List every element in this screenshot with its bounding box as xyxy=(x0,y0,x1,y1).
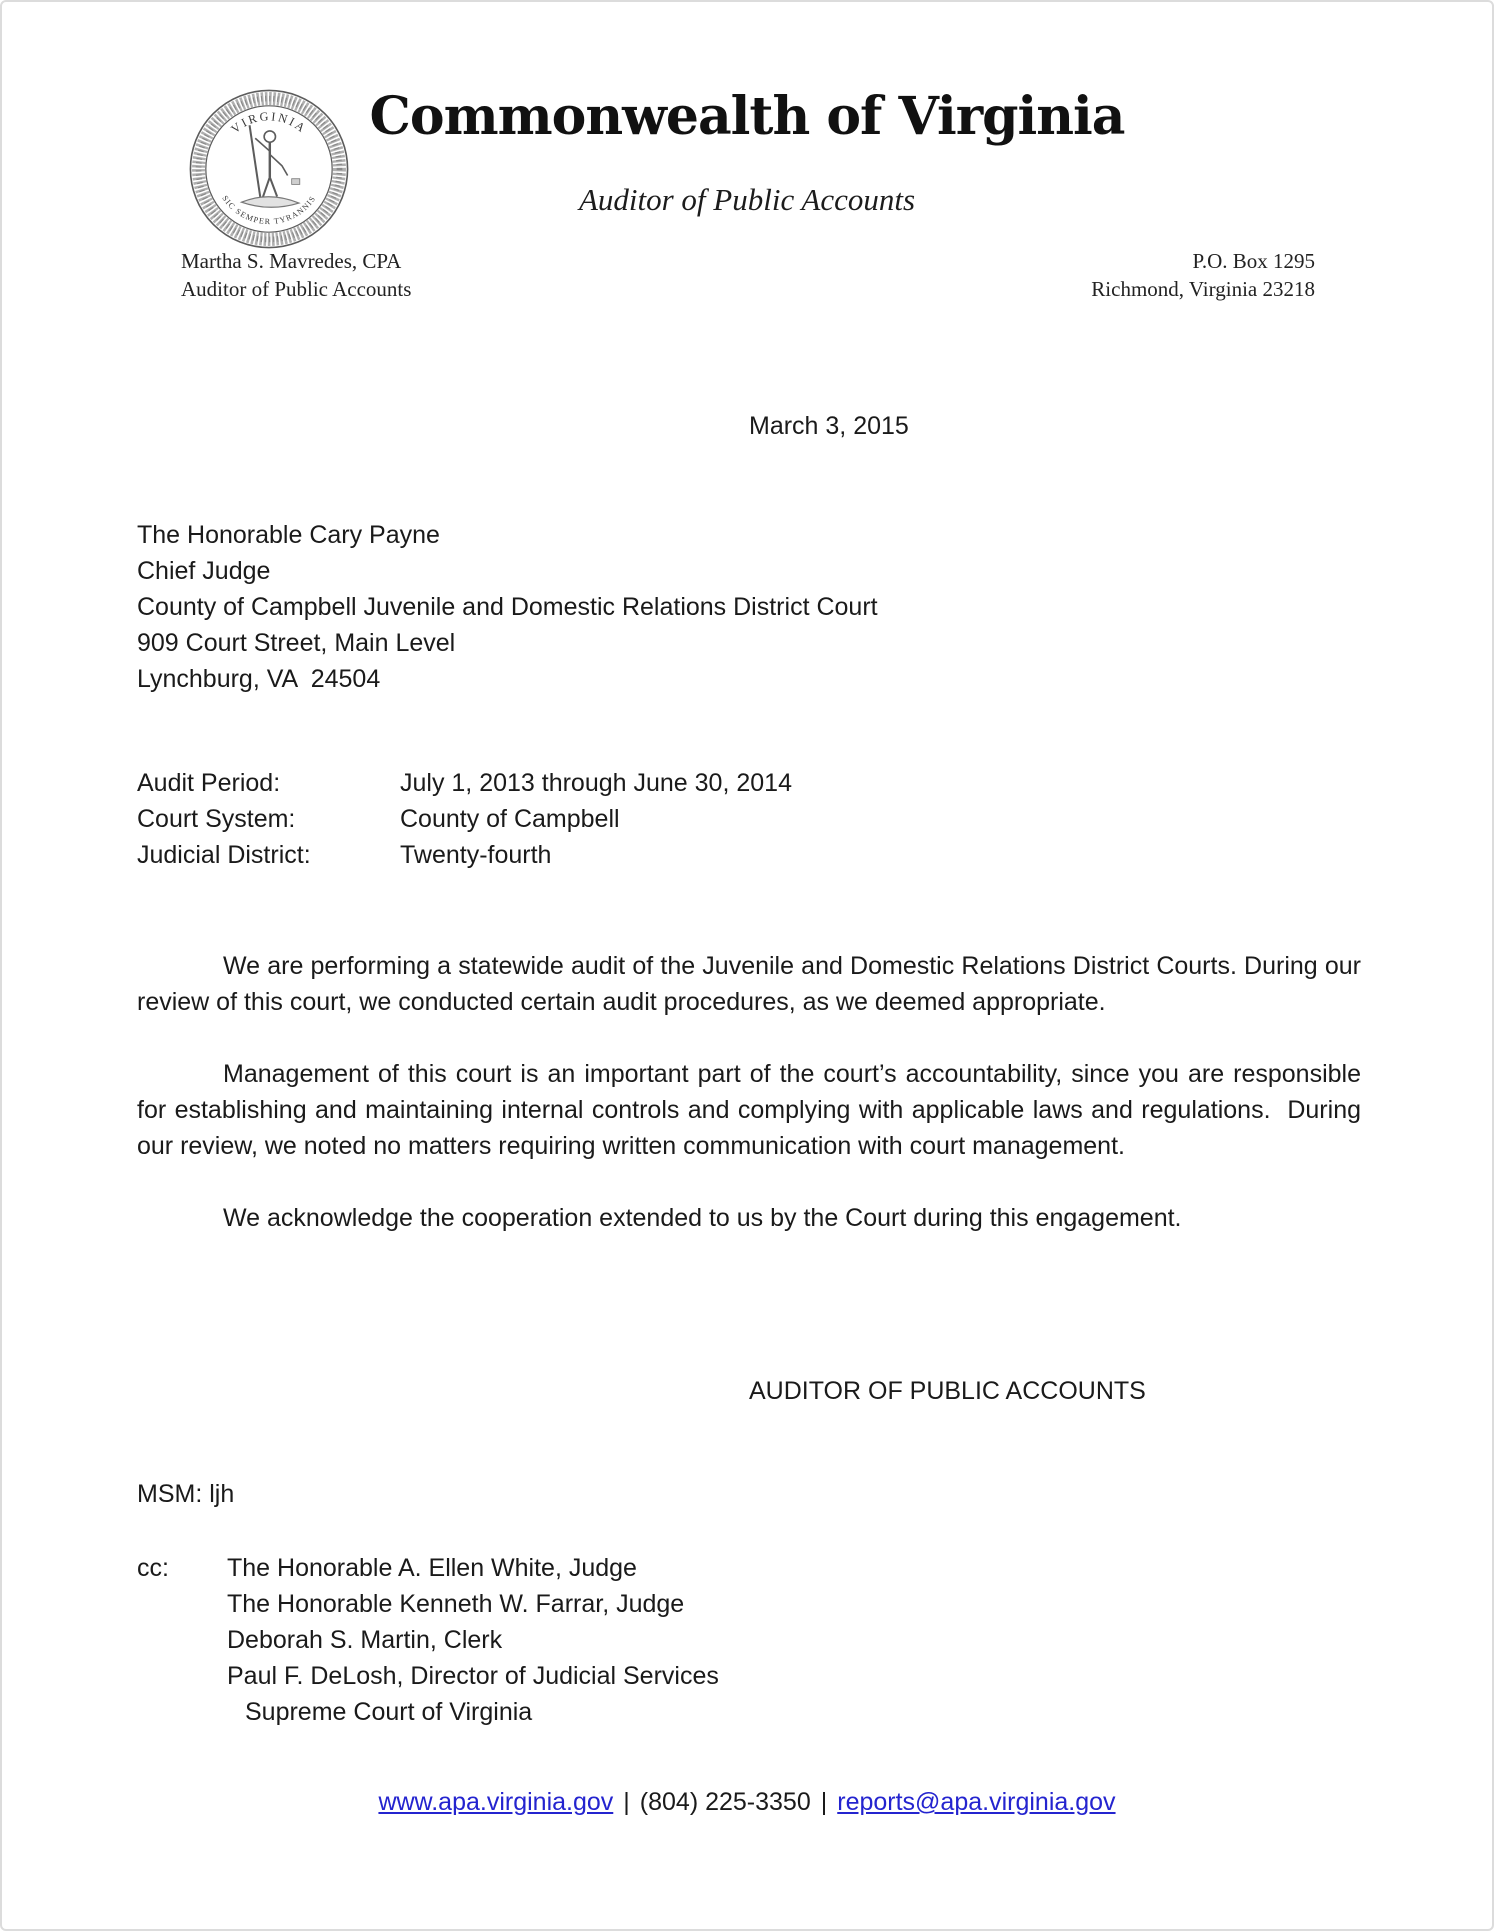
website-link[interactable]: www.apa.virginia.gov xyxy=(378,1788,614,1816)
phone-number: (804) 225-3350 xyxy=(639,1788,811,1816)
paragraph: We are performing a statewide audit of the Juvenile and Domestic Relations District Courts. During our review of this court, we conducted certain audit procedures, as we deemed appropriate. xyxy=(137,952,1368,1016)
org-title: Commonwealth of Virginia xyxy=(369,86,1125,147)
email-link[interactable]: reports@apa.virginia.gov xyxy=(837,1788,1116,1816)
recipient-city: Lynchburg, VA 24504 xyxy=(137,665,381,693)
seal-top-text: VIRGINIA xyxy=(228,109,310,137)
cc-item: The Honorable Kenneth W. Farrar, Judge xyxy=(227,1590,685,1618)
paragraph: We acknowledge the cooperation extended to us by the Court during this engagement. xyxy=(223,1204,1182,1232)
official-name: Martha S. Mavredes, CPA xyxy=(181,249,402,273)
city-state-zip-line: Richmond, Virginia 23218 xyxy=(1091,277,1315,301)
footer-separator: | xyxy=(623,1788,630,1816)
recipient-name: The Honorable Cary Payne xyxy=(137,521,440,549)
org-subtitle: Auditor of Public Accounts xyxy=(578,182,916,217)
detail-label: Audit Period: xyxy=(137,769,281,797)
detail-label: Court System: xyxy=(137,805,296,833)
reference-initials: MSM: ljh xyxy=(137,1480,235,1508)
cc-block xyxy=(137,1550,719,1730)
recipient-street: 909 Court Street, Main Level xyxy=(137,629,456,657)
official-title: Auditor of Public Accounts xyxy=(181,277,412,301)
detail-value: Twenty-fourth xyxy=(400,841,552,869)
detail-row xyxy=(137,801,792,837)
cc-list xyxy=(227,1550,719,1730)
detail-value: County of Campbell xyxy=(400,805,620,833)
detail-row xyxy=(137,765,792,801)
cc-label: cc: xyxy=(137,1554,169,1582)
recipient-title: Chief Judge xyxy=(137,557,271,585)
recipient-address xyxy=(137,517,878,697)
contact-footer xyxy=(2,1788,1492,1817)
cc-item: Deborah S. Martin, Clerk xyxy=(227,1626,503,1654)
recipient-court: County of Campbell Juvenile and Domestic Relations District Court xyxy=(137,593,878,621)
audit-details xyxy=(137,765,792,873)
letter-date: March 3, 2015 xyxy=(749,412,909,440)
official-block xyxy=(181,247,411,303)
return-address xyxy=(1091,247,1315,303)
detail-label: Judicial District: xyxy=(137,841,311,869)
footer-separator: | xyxy=(820,1788,828,1816)
po-box-line: P.O. Box 1295 xyxy=(1192,249,1315,273)
letter-body xyxy=(137,948,1368,1236)
seal-bottom-text: SIC SEMPER TYRANNIS xyxy=(220,193,318,227)
paragraph: Management of this court is an important part of the court’s accountability, since you are responsible for establishing and maintaining internal controls and complying with applicable laws and regulations. During our review, we noted no matters requiring written communication with court management. xyxy=(137,1060,1368,1160)
cc-item: Supreme Court of Virginia xyxy=(245,1698,533,1726)
cc-item: The Honorable A. Ellen White, Judge xyxy=(227,1554,637,1582)
detail-value: July 1, 2013 through June 30, 2014 xyxy=(400,769,792,797)
detail-row xyxy=(137,837,792,873)
cc-item: Paul F. DeLosh, Director of Judicial Services xyxy=(227,1662,719,1690)
signature-org: AUDITOR OF PUBLIC ACCOUNTS xyxy=(749,1377,1146,1405)
